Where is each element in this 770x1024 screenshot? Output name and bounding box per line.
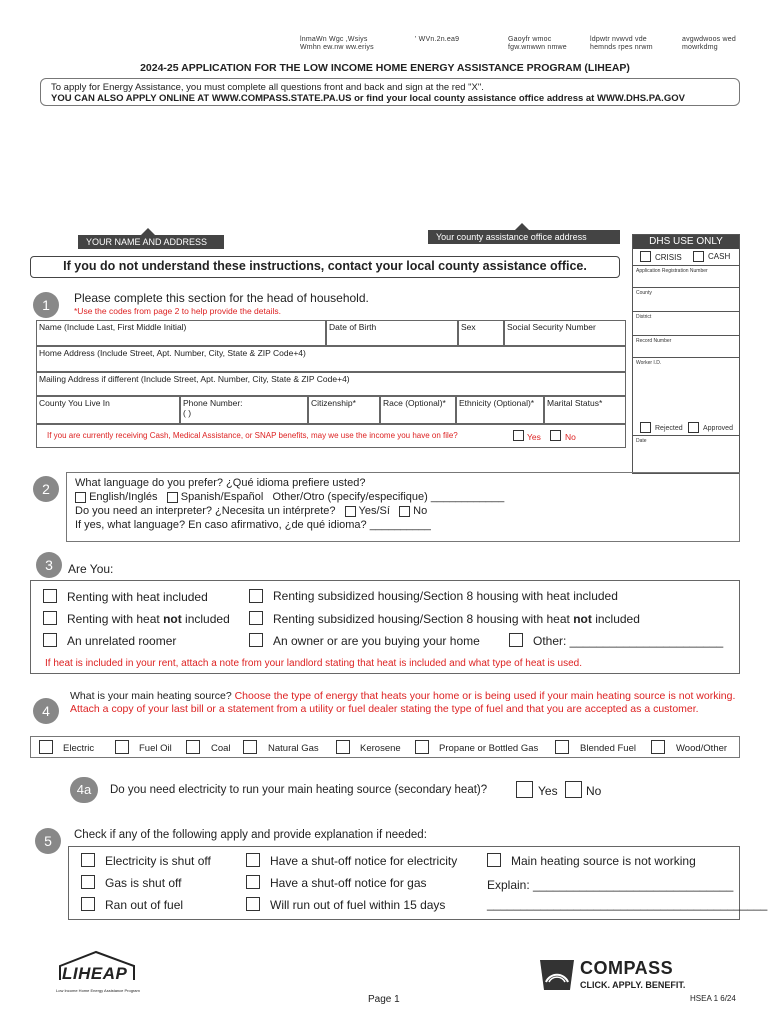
dhs-type-row xyxy=(633,249,739,265)
approved-label: Approved xyxy=(703,425,733,432)
interpreter-row xyxy=(75,504,731,518)
blended-fuel-label: Blended Fuel xyxy=(580,743,636,754)
secondary-heat-no-label: No xyxy=(586,784,602,798)
heating-not-working-checkbox[interactable] xyxy=(487,853,501,867)
name-field[interactable]: Name (Include Last, First Middle Initial) xyxy=(36,320,326,346)
electric-label: Electric xyxy=(63,743,95,754)
name-address-tag: YOUR NAME AND ADDRESS xyxy=(78,235,224,249)
section-1-note: *Use the codes from page 2 to help provide the details. xyxy=(74,306,281,316)
benefits-no-checkbox[interactable] xyxy=(550,430,561,441)
wood-other-label: Wood/Other xyxy=(676,743,728,754)
heating-source-instructions: Choose the type of energy that heats your home or is being used if your main heating source is not working. Attach a copy of your last bill or a statement from a utility or fuel dealer stating the type of fuel and that you are accepted as a customer. xyxy=(70,690,736,715)
ethnicity-field[interactable]: Ethnicity (Optional)* xyxy=(456,396,544,424)
header-text-3: Gaoyfr wmoc fgw.wnwwn nmwe xyxy=(508,36,567,51)
interpreter-yes-label: Yes/Sí xyxy=(358,505,390,517)
county-office-tag: Your county assistance office address xyxy=(428,230,620,244)
dhs-record-field[interactable]: Record Number xyxy=(633,335,739,357)
owner-label: An owner or are you buying your home xyxy=(273,634,480,648)
compass-logo-text: COMPASS xyxy=(580,958,674,978)
secondary-heat-yes-checkbox[interactable] xyxy=(516,781,533,798)
contact-notice: If you do not understand these instructions, contact your local county assistance office. xyxy=(30,256,620,278)
out-of-fuel-checkbox[interactable] xyxy=(81,897,95,911)
subsidized-heat-not-included-checkbox[interactable] xyxy=(249,611,263,625)
section-2-box xyxy=(66,472,740,542)
approved-checkbox[interactable] xyxy=(688,422,699,433)
electricity-off-label: Electricity is shut off xyxy=(105,854,211,868)
interpreter-no-label: No xyxy=(413,505,428,517)
electric-notice-checkbox[interactable] xyxy=(246,853,260,867)
phone-field[interactable] xyxy=(180,396,308,424)
gas-off-checkbox[interactable] xyxy=(81,875,95,889)
spanish-label: Spanish/Español xyxy=(180,491,264,503)
secondary-heat-yes-label: Yes xyxy=(538,784,558,798)
gas-notice-label: Have a shut-off notice for gas xyxy=(270,876,427,890)
section-1-heading: Please complete this section for the head of household. xyxy=(74,291,369,305)
phone-area-code: ( ) xyxy=(183,408,192,418)
kerosene-checkbox[interactable] xyxy=(336,740,350,754)
secondary-heat-question: Do you need electricity to run your main heating source (secondary heat)? xyxy=(110,784,488,796)
section-3-number: 3 xyxy=(36,552,62,578)
kerosene-label: Kerosene xyxy=(360,743,401,754)
page-number: Page 1 xyxy=(368,994,400,1005)
dhs-header: DHS USE ONLY xyxy=(633,235,739,249)
heating-not-working-label: Main heating source is not working xyxy=(511,854,696,868)
section-2-number: 2 xyxy=(33,476,59,502)
electricity-off-checkbox[interactable] xyxy=(81,853,95,867)
intro-line-1: To apply for Energy Assistance, you must complete all questions front and back and sign at the red "X". xyxy=(51,82,484,93)
name-tag-arrow xyxy=(141,228,155,235)
rejected-label: Rejected xyxy=(655,425,683,432)
form-title: 2024-25 APPLICATION FOR THE LOW INCOME HOME ENERGY ASSISTANCE PROGRAM (LIHEAP) xyxy=(140,62,630,74)
dhs-use-only-panel xyxy=(632,234,740,474)
benefits-row xyxy=(36,424,626,448)
blended-fuel-checkbox[interactable] xyxy=(555,740,569,754)
benefits-yes-label: Yes xyxy=(527,432,541,442)
dhs-date-field[interactable]: Date xyxy=(633,435,739,455)
wood-other-checkbox[interactable] xyxy=(651,740,665,754)
explain-line-2[interactable]: __________________________________________ xyxy=(487,897,768,911)
section-4-question xyxy=(70,690,740,716)
section-3-box xyxy=(30,580,740,674)
secondary-heat-no-checkbox[interactable] xyxy=(565,781,582,798)
crisis-label: CRISIS xyxy=(655,253,682,262)
benefits-question: If you are currently receiving Cash, Medical Assistance, or SNAP benefits, may we use the income you have on file? xyxy=(47,431,458,440)
english-checkbox[interactable] xyxy=(75,492,86,503)
section-3-note: If heat is included in your rent, attach a note from your landlord stating that heat is included and what type of heat is used. xyxy=(45,658,582,669)
header-text-4: ldpwtr nvwvd vde hemnds rpes nrwm xyxy=(590,36,653,51)
spanish-checkbox[interactable] xyxy=(167,492,178,503)
header-text-5: avgwdwoos wed mowrkdmg xyxy=(682,36,736,51)
propane-checkbox[interactable] xyxy=(415,740,429,754)
gas-notice-checkbox[interactable] xyxy=(246,875,260,889)
interpreter-no-checkbox[interactable] xyxy=(399,506,410,517)
other-housing-checkbox[interactable] xyxy=(509,633,523,647)
rejected-checkbox[interactable] xyxy=(640,422,651,433)
language-options-row xyxy=(75,490,731,504)
heating-source-options xyxy=(30,736,740,758)
dhs-worker-field[interactable] xyxy=(633,357,739,435)
intro-line-2: YOU CAN ALSO APPLY ONLINE AT WWW.COMPASS.STATE.PA.US or find your local county assistance office address at WWW.DHS.PA.GOV xyxy=(51,93,685,104)
subsidized-heat-included-label: Renting subsidized housing/Section 8 housing with heat included xyxy=(273,589,618,603)
section-4a-number: 4a xyxy=(70,777,98,803)
rent-heat-not-included-checkbox[interactable] xyxy=(43,611,57,625)
county-field[interactable]: County You Live In xyxy=(36,396,180,424)
race-field[interactable]: Race (Optional)* xyxy=(380,396,456,424)
gas-off-label: Gas is shut off xyxy=(105,876,182,890)
section-5-heading: Check if any of the following apply and provide explanation if needed: xyxy=(74,829,427,841)
phone-label: Phone Number: xyxy=(183,398,243,408)
marital-field[interactable]: Marital Status* xyxy=(544,396,626,424)
section-5-number: 5 xyxy=(35,828,61,854)
electric-checkbox[interactable] xyxy=(39,740,53,754)
subsidized-heat-included-checkbox[interactable] xyxy=(249,589,263,603)
electric-notice-label: Have a shut-off notice for electricity xyxy=(270,854,458,868)
english-label: English/Inglés xyxy=(89,491,158,503)
compass-tagline: CLICK. APPLY. BENEFIT. xyxy=(580,980,686,990)
sex-field[interactable]: Sex xyxy=(458,320,504,346)
natural-gas-label: Natural Gas xyxy=(268,743,319,754)
out-of-fuel-label: Ran out of fuel xyxy=(105,898,184,912)
liheap-logo xyxy=(56,950,138,996)
propane-label: Propane or Bottled Gas xyxy=(439,743,539,754)
mailing-address-field[interactable]: Mailing Address if different (Include Street, Apt. Number, City, State & ZIP Code+4) xyxy=(36,372,626,396)
ssn-field[interactable]: Social Security Number xyxy=(504,320,626,346)
dob-field[interactable]: Date of Birth xyxy=(326,320,458,346)
owner-checkbox[interactable] xyxy=(249,633,263,647)
other-housing-label[interactable]: Other: _______________________ xyxy=(533,634,724,648)
section-1-number: 1 xyxy=(33,292,59,318)
header-text-2: ' WVn.2n.ea9 xyxy=(415,36,460,43)
liheap-subtitle: Low Income Home Energy Assistance Program xyxy=(56,988,140,993)
explain-field[interactable]: Explain: ______________________________ xyxy=(487,878,734,892)
benefits-no-label: No xyxy=(565,432,576,442)
cash-label: CASH xyxy=(708,252,731,261)
rent-heat-included-label: Renting with heat included xyxy=(67,590,208,604)
fuel-oil-label: Fuel Oil xyxy=(139,743,172,754)
subsidized-heat-not-included-label: Renting subsidized housing/Section 8 housing with heat not included xyxy=(273,612,640,626)
fuel-oil-checkbox[interactable] xyxy=(115,740,129,754)
fuel-15-days-label: Will run out of fuel within 15 days xyxy=(270,898,446,912)
header-text-1: lnmaWn Wgc ,Wsiys Wmhn ew.nw ww.eriys xyxy=(300,36,374,51)
unrelated-roomer-label: An unrelated roomer xyxy=(67,634,177,648)
natural-gas-checkbox[interactable] xyxy=(243,740,257,754)
coal-checkbox[interactable] xyxy=(186,740,200,754)
liheap-logo-text: LIHEAP xyxy=(62,964,128,983)
interpreter-question: Do you need an interpreter? ¿Necesita un intérprete? xyxy=(75,505,336,517)
dhs-county-field[interactable]: County xyxy=(633,287,739,311)
rent-heat-not-included-label: Renting with heat not included xyxy=(67,612,230,626)
fuel-15-days-checkbox[interactable] xyxy=(246,897,260,911)
other-language-label[interactable]: Other/Otro (specify/especifique) ____________ xyxy=(272,491,505,503)
benefits-yes-checkbox[interactable] xyxy=(513,430,524,441)
keystone-icon xyxy=(538,956,576,992)
rent-heat-included-checkbox[interactable] xyxy=(43,589,57,603)
crisis-checkbox[interactable] xyxy=(640,251,651,262)
language-question: What language do you prefer? ¿Qué idioma prefiere usted? xyxy=(75,477,366,489)
interpreter-yes-checkbox[interactable] xyxy=(345,506,356,517)
compass-logo xyxy=(538,956,686,997)
home-address-field[interactable]: Home Address (Include Street, Apt. Number, City, State & ZIP Code+4) xyxy=(36,346,626,372)
dhs-worker-label: Worker I.D. xyxy=(636,360,662,366)
interpreter-language-row[interactable]: If yes, what language? En caso afirmativo, ¿de qué idioma? __________ xyxy=(75,519,431,531)
intro-box xyxy=(40,78,740,106)
form-id: HSEA 1 6/24 xyxy=(690,994,736,1003)
section-3-heading: Are You: xyxy=(68,562,114,576)
section-5-box xyxy=(68,846,768,920)
dhs-app-reg-field[interactable]: Application Registration Number xyxy=(633,265,739,287)
county-tag-arrow xyxy=(515,223,529,230)
citizenship-field[interactable]: Citizenship* xyxy=(308,396,380,424)
heating-source-question: What is your main heating source? xyxy=(70,690,232,702)
cash-checkbox[interactable] xyxy=(693,251,704,262)
unrelated-roomer-checkbox[interactable] xyxy=(43,633,57,647)
dhs-district-field[interactable]: District xyxy=(633,311,739,335)
coal-label: Coal xyxy=(211,743,231,754)
section-4-number: 4 xyxy=(33,698,59,724)
